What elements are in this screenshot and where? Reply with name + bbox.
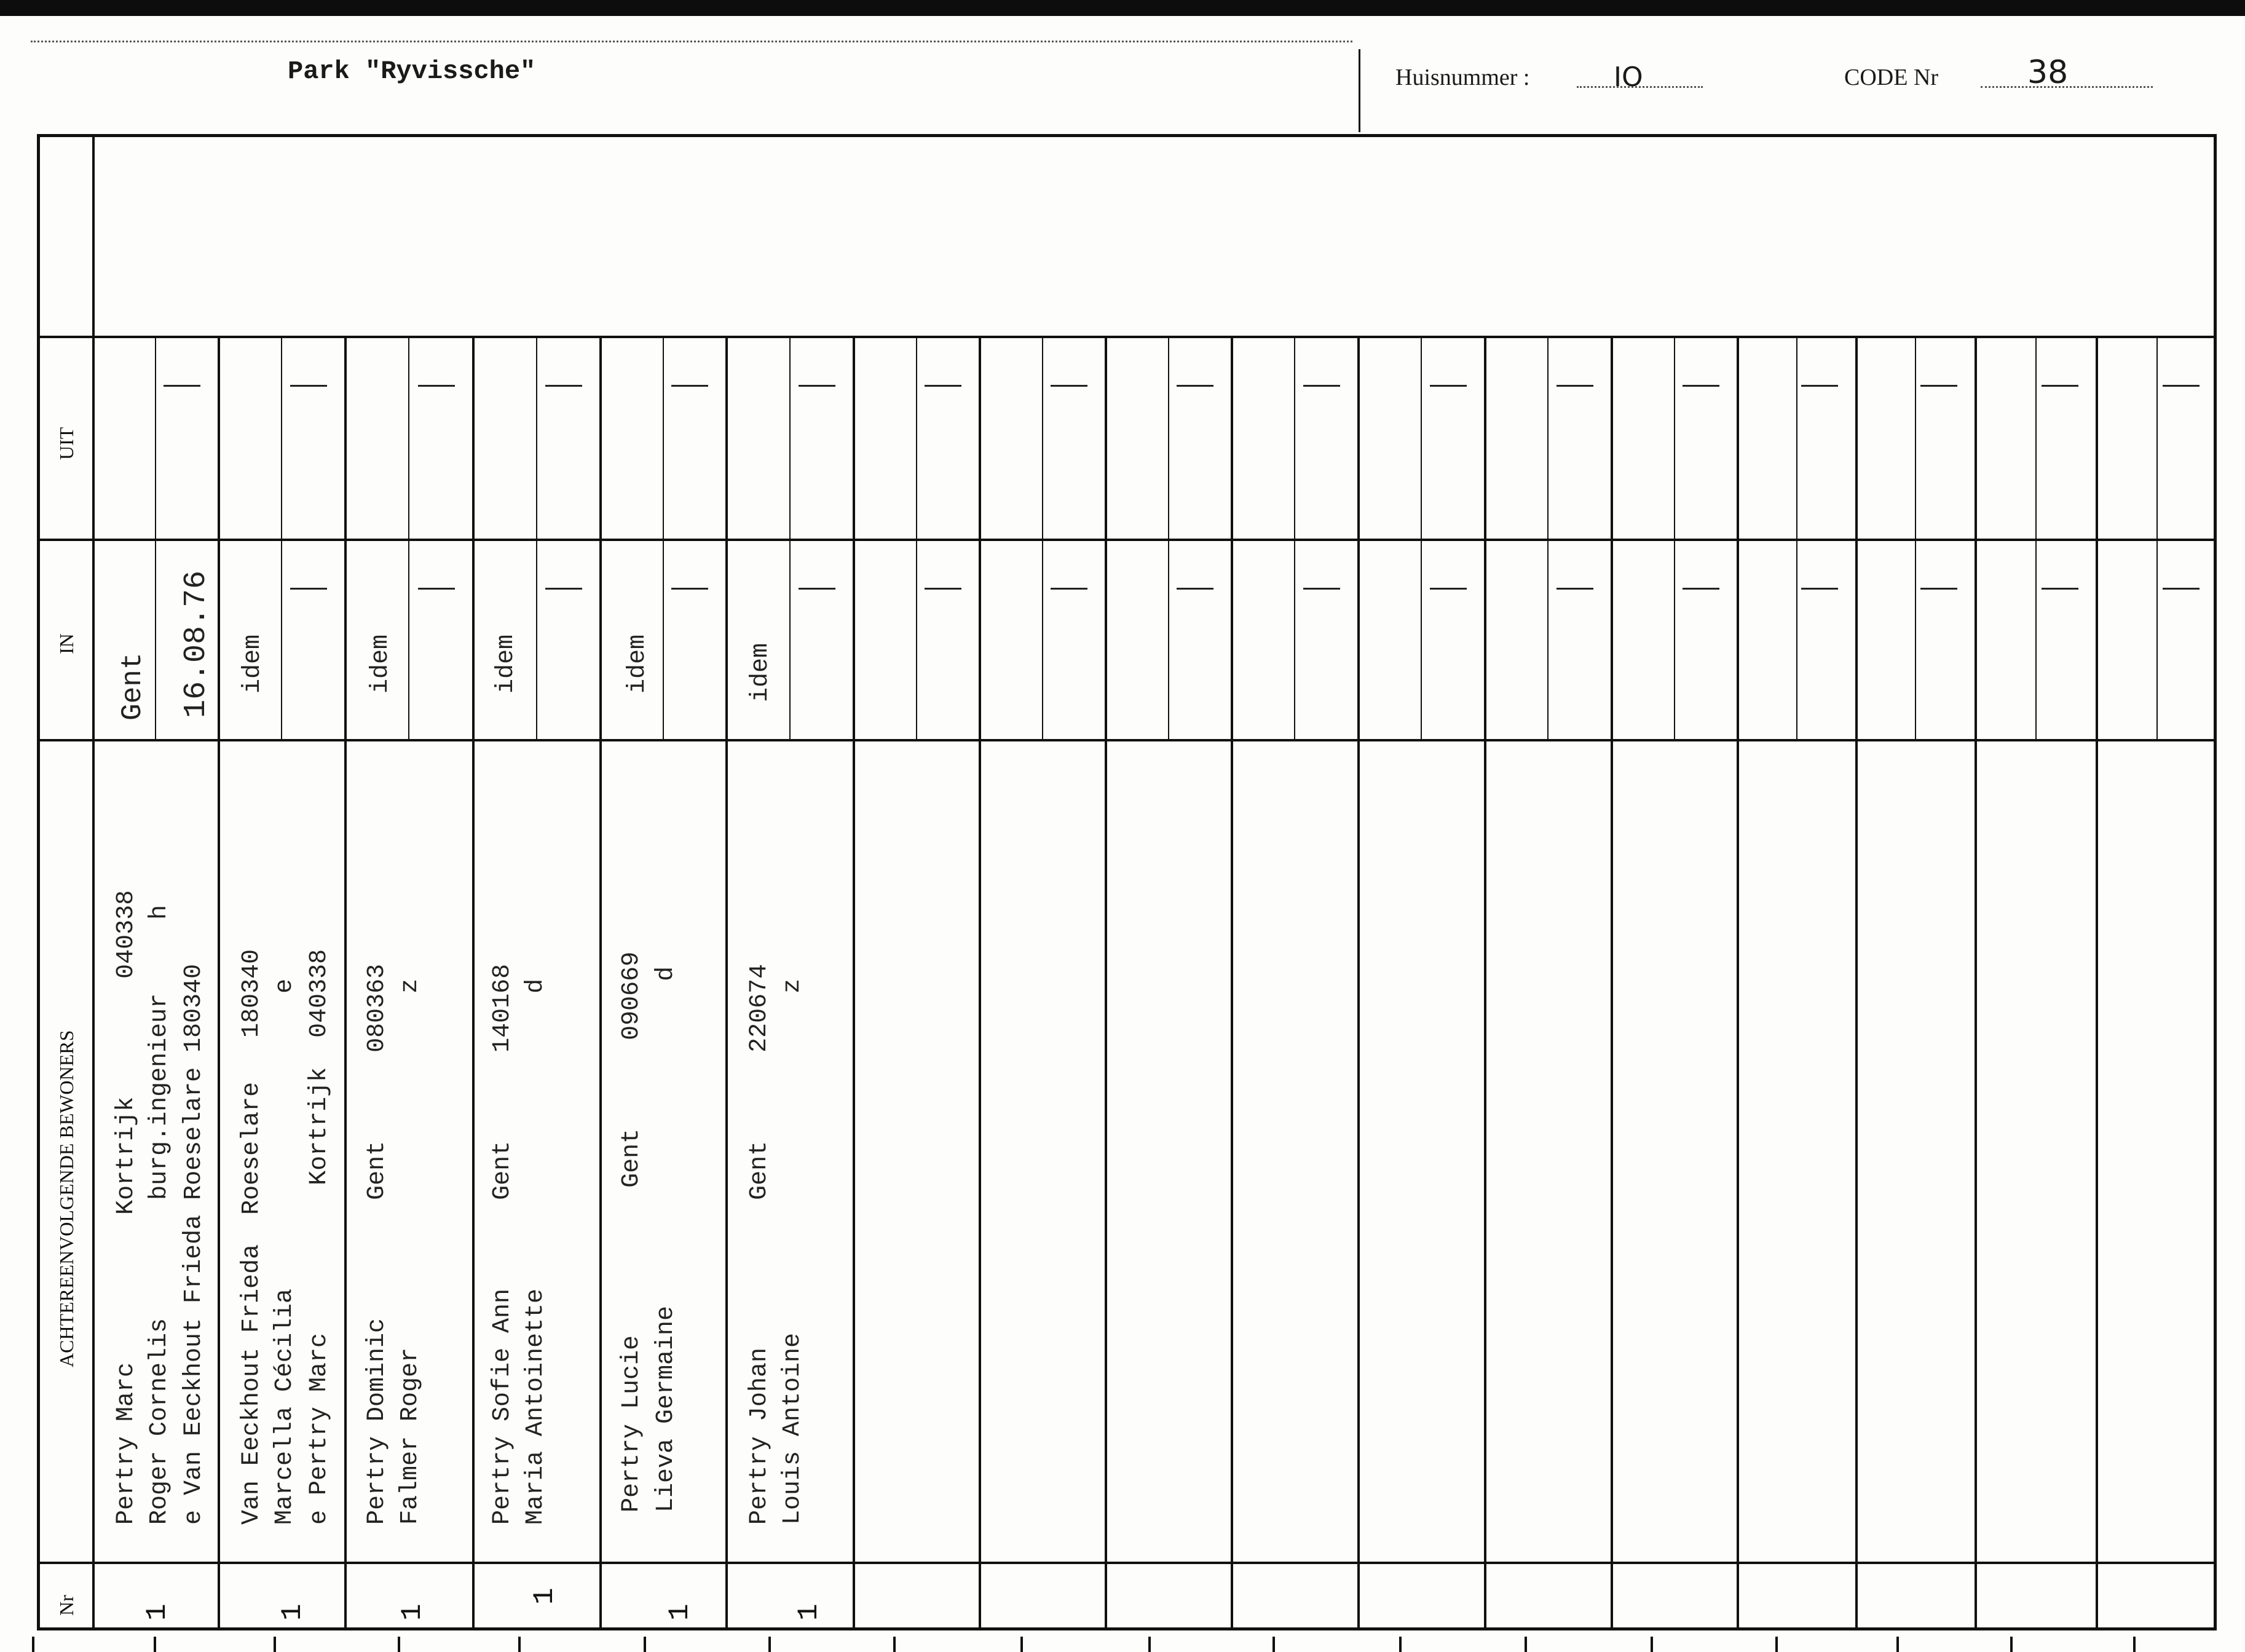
subcolumn-divider <box>663 338 664 739</box>
entry-2-line-3: e Pertry Marc Kortrijk 040338 <box>306 949 333 1525</box>
empty-uit-dash <box>1801 385 1838 387</box>
subcolumn-divider <box>1294 338 1295 739</box>
empty-uit-dash <box>164 385 200 387</box>
empty-uit-dash <box>1051 385 1087 387</box>
bottom-tick-mark <box>32 1637 34 1652</box>
empty-uit-dash <box>2163 385 2200 387</box>
empty-in-dash <box>1051 588 1087 590</box>
empty-in-dash <box>1683 588 1719 590</box>
subcolumn-divider <box>536 338 537 739</box>
scan-top-border <box>0 0 2245 16</box>
subcolumn-divider <box>789 338 791 739</box>
nr-top-line <box>37 1562 2217 1564</box>
bottom-tick-mark <box>1775 1637 1778 1652</box>
entry-4-line-2: Maria Antoinette d <box>522 978 550 1525</box>
bewoners-label: ACHTEREENVOLGENDE BEWONERS <box>55 1030 77 1367</box>
entry-4-nr: 1 <box>529 1587 561 1605</box>
column-divider <box>1975 336 1977 1630</box>
subcolumn-divider <box>2035 338 2037 739</box>
empty-in-dash <box>2042 588 2078 590</box>
empty-uit-dash <box>418 385 455 387</box>
empty-in-dash <box>1177 588 1213 590</box>
entry-1-line-3: e Van Eeckhout Frieda Roeselare 180340 <box>180 963 208 1525</box>
empty-in-dash <box>1801 588 1838 590</box>
bottom-tick-mark <box>893 1637 896 1652</box>
empty-in-dash <box>290 588 327 590</box>
subcolumn-divider <box>1674 338 1675 739</box>
entry-4-line-1: Pertry Sofie Ann Gent 140168 <box>489 963 516 1525</box>
empty-in-dash <box>925 588 961 590</box>
code-value: 38 <box>2027 54 2069 91</box>
bottom-tick-mark <box>1148 1637 1151 1652</box>
in-label: IN <box>55 633 77 654</box>
bottom-tick-mark <box>2133 1637 2136 1652</box>
subcolumn-divider <box>916 338 917 739</box>
entry-6-line-2: Louis Antoine z <box>779 978 807 1525</box>
entry-5-line-2: Lieva Germaine d <box>652 966 680 1512</box>
bottom-tick-mark <box>1525 1637 1527 1652</box>
column-divider <box>1484 336 1486 1630</box>
park-name: Park "Ryvissche" <box>288 57 536 86</box>
entry-6-line-1: Pertry Johan Gent 220674 <box>746 963 773 1525</box>
subcolumn-divider <box>1042 338 1043 739</box>
empty-in-dash <box>1430 588 1467 590</box>
bottom-tick-mark <box>154 1637 156 1652</box>
bottom-tick-mark <box>768 1637 771 1652</box>
empty-uit-dash <box>925 385 961 387</box>
bottom-tick-mark <box>1651 1637 1653 1652</box>
entry-2-nr: 1 <box>277 1603 309 1621</box>
bottom-tick-mark <box>1399 1637 1402 1652</box>
entry-3-line-1: Pertry Dominic Gent 080363 <box>363 963 391 1525</box>
column-divider <box>979 336 981 1630</box>
empty-uit-dash <box>1303 385 1340 387</box>
subcolumn-divider <box>1796 338 1797 739</box>
subcolumn-divider <box>1547 338 1549 739</box>
empty-uit-dash <box>799 385 835 387</box>
subcolumn-divider <box>408 338 409 739</box>
bottom-tick-mark <box>1272 1637 1275 1652</box>
entry-2-line-2: Marcella Cécilia e <box>271 978 299 1525</box>
entry-3-nr: 1 <box>397 1603 428 1621</box>
empty-in-dash <box>671 588 708 590</box>
empty-uit-dash <box>290 385 327 387</box>
column-divider <box>1231 336 1233 1630</box>
empty-uit-dash <box>1683 385 1719 387</box>
header-divider <box>1359 49 1360 132</box>
bottom-tick-mark <box>2010 1637 2013 1652</box>
entry-4-in-place: idem <box>492 634 520 694</box>
subcolumn-divider <box>281 338 282 739</box>
empty-uit-dash <box>1557 385 1593 387</box>
entry-5-in-place: idem <box>624 634 652 694</box>
entry-2-in-place: idem <box>239 634 267 694</box>
subcolumn-divider <box>1915 338 1916 739</box>
subcolumn-divider <box>1421 338 1422 739</box>
park-dotted-line <box>31 41 1352 42</box>
bottom-tick-mark <box>644 1637 646 1652</box>
huisnummer-value: IO <box>1614 61 1643 93</box>
empty-uit-dash <box>671 385 708 387</box>
empty-in-dash <box>799 588 835 590</box>
bottom-tick-mark <box>518 1637 521 1652</box>
empty-uit-dash <box>1430 385 1467 387</box>
column-divider <box>472 336 475 1630</box>
entry-1-line-1: Pertry Marc Kortrijk 040338 <box>112 890 140 1525</box>
empty-in-dash <box>1557 588 1593 590</box>
entry-6-nr: 1 <box>793 1603 825 1621</box>
entry-6-in-place: idem <box>747 642 775 702</box>
empty-in-dash <box>1303 588 1340 590</box>
in-top-line <box>37 539 2217 541</box>
subcolumn-divider <box>2156 338 2158 739</box>
entry-1-nr: 1 <box>141 1603 173 1621</box>
bewoners-top-line <box>37 739 2217 741</box>
empty-in-dash <box>2163 588 2200 590</box>
column-divider <box>725 336 728 1630</box>
entry-1-line-2: Roger Cornelis burg.ingenieur h <box>146 904 173 1525</box>
empty-uit-dash <box>1177 385 1213 387</box>
empty-uit-dash <box>2042 385 2078 387</box>
entry-5-nr: 1 <box>664 1603 696 1621</box>
bottom-tick-mark <box>274 1637 276 1652</box>
column-divider <box>599 336 602 1630</box>
empty-uit-dash <box>1920 385 1957 387</box>
column-divider <box>1611 336 1613 1630</box>
code-label: CODE Nr <box>1844 65 1939 90</box>
empty-in-dash <box>545 588 582 590</box>
entry-3-in-place: idem <box>367 634 395 694</box>
empty-in-dash <box>1920 588 1957 590</box>
entry-2-line-1: Van Eeckhout Frieda Roeselare 180340 <box>238 949 266 1525</box>
column-divider <box>853 336 855 1630</box>
label-column-divider <box>92 134 95 1630</box>
column-divider <box>1855 336 1858 1630</box>
column-divider <box>344 336 347 1630</box>
nr-label: Nr <box>55 1595 77 1616</box>
bottom-tick-mark <box>398 1637 400 1652</box>
uit-label: UIT <box>55 427 77 460</box>
bottom-tick-mark <box>1020 1637 1023 1652</box>
bottom-tick-mark <box>1896 1637 1899 1652</box>
entry-1-in-place: Gent <box>117 652 149 721</box>
empty-uit-dash <box>545 385 582 387</box>
subcolumn-divider <box>155 338 156 739</box>
entry-5-line-1: Pertry Lucie Gent 090669 <box>618 951 645 1512</box>
entry-1-in-date: 16.08.76 <box>179 570 214 718</box>
column-divider <box>1737 336 1739 1630</box>
column-divider <box>218 336 220 1630</box>
column-divider <box>1105 336 1107 1630</box>
entry-3-line-2: Falmer Roger z <box>397 978 424 1525</box>
subcolumn-divider <box>1168 338 1169 739</box>
uit-top-line <box>37 336 2217 338</box>
column-divider <box>1357 336 1360 1630</box>
empty-in-dash <box>418 588 455 590</box>
huisnummer-label: Huisnummer : <box>1395 65 1530 90</box>
column-divider <box>2096 336 2098 1630</box>
